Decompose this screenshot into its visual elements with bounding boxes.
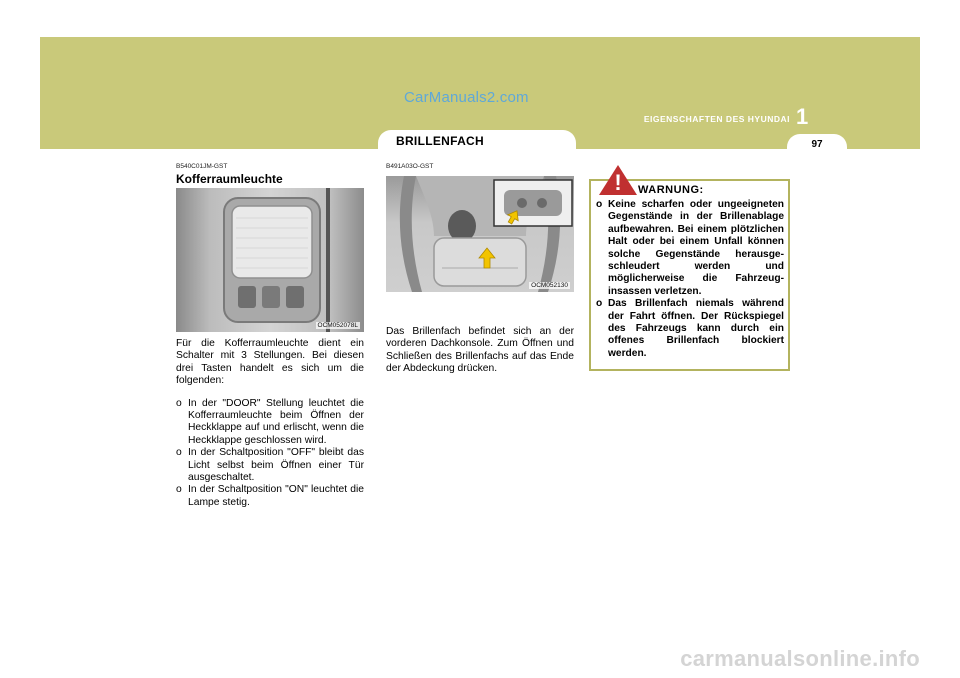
warning-exclamation: ! [614, 170, 622, 195]
watermark-bottom[interactable]: carmanualsonline.info [680, 646, 920, 671]
list-text: In der Schaltposition "OFF" bleibt das Licht selbst beim Öffnen einer Tür ausgeschaltet. [188, 447, 364, 484]
list-bullet: o [176, 447, 182, 459]
list-bullet: o [176, 397, 182, 409]
page-title: BRILLENFACH [396, 134, 484, 148]
middle-code: B491A03O-GST [386, 163, 434, 170]
list-bullet: o [176, 484, 182, 496]
trunk-light-illustration [176, 188, 364, 332]
warning-bullet: o [596, 298, 603, 310]
warning-item-text: Keine scharfen oder ungeeigneten Gegenstände in der Brillenablage aufbewahren. Bei einem plötzlichen Halt oder bei einem Unfall können solche Gegenstände herausge-schleudert werden und möglicherweise die Fahrzeug-insassen verletzen. [608, 199, 784, 297]
list-item [176, 447, 364, 484]
warning-text [596, 199, 784, 360]
trunk-light-photo [176, 188, 364, 332]
list-text: In der Schaltposition "ON" leuchtet die Lampe stetig. [188, 484, 364, 508]
left-code: B540C01JM-GST [176, 163, 228, 170]
section-heading: Kofferraumleuchte [176, 172, 283, 186]
middle-body [386, 326, 574, 376]
list-item [176, 484, 364, 509]
list-item [176, 398, 364, 448]
sunglass-holder-photo [386, 176, 574, 292]
list-text: In der "DOOR" Stellung leuchtet die Kofferraumleuchte beim Öffnen der Heckklappe auf und erlischt, wenn die Heckklappe geschlossen wird. [188, 397, 364, 446]
watermark-top[interactable]: CarManuals2.com [404, 89, 529, 106]
warning-title: WARNUNG: [638, 184, 704, 196]
left-intro: Für die Kofferraumleuchte dient ein Schalter mit 3 Stellungen. Bei diesen drei Tasten handelt es sich um die folgenden: [176, 338, 364, 387]
left-photo-label: OCM052078L [317, 322, 358, 329]
warning-bullet: o [596, 199, 603, 210]
middle-text: Das Brillenfach befindet sich an der vorderen Dachkonsole. Zum Öffnen und Schließen des Brillenfachs auf das Ende der Abdeckung drücken. [386, 326, 574, 375]
left-body [176, 338, 364, 509]
warning-item [596, 298, 784, 360]
sunglass-holder-illustration [386, 176, 574, 292]
chapter-number: 1 [796, 104, 809, 129]
middle-photo-label: OCM052130 [531, 282, 568, 289]
warning-item-text: Das Brillenfach niemals während der Fahrt öffnen. Der Rückspiegel des Fahrzeugs kann durch ein offenes Brillenfach blockiert werden. [608, 298, 784, 359]
section-label: EIGENSCHAFTEN DES HYUNDAI [643, 114, 790, 124]
warning-item [596, 199, 784, 298]
page-number: 97 [811, 139, 823, 150]
